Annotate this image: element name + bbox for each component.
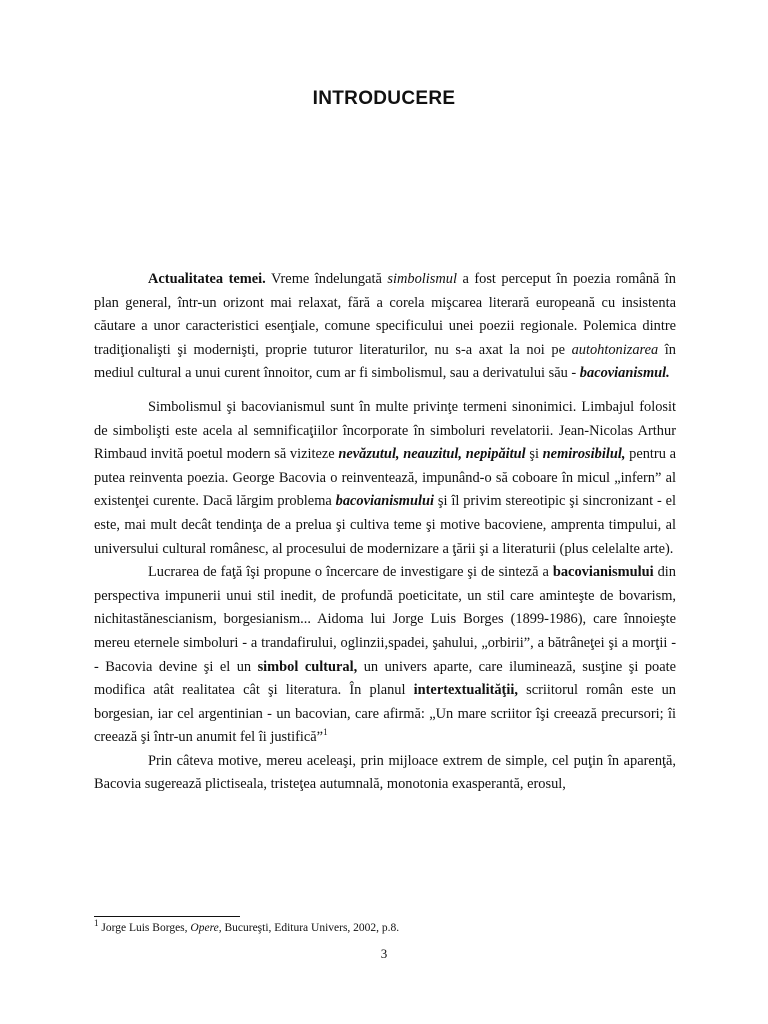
text-run: scriitorul român este un borgesian, iar cel argentinian - un bacovian, care afirmă: „Un mare scriitor îşi creează precursori; îi creează şi într-un anumit fel îi justifică” xyxy=(94,682,677,746)
footnote-text-after: Bucureşti, Editura Univers, 2002, p.8. xyxy=(221,922,400,934)
emphasized-text: bacovianismului xyxy=(335,493,435,510)
footnote xyxy=(94,918,676,935)
emphasized-text: autohtonizarea xyxy=(571,341,659,358)
emphasized-text: bacovianismul. xyxy=(579,365,670,382)
emphasized-text: simbol cultural, xyxy=(257,658,358,675)
footnote-marker: 1 xyxy=(94,918,99,929)
text-run: Lucrarea de faţă îşi propune o încercare de investigare şi de sinteză a xyxy=(148,564,553,581)
footnote-title: Opere, xyxy=(190,922,222,934)
footnote-reference: 1 xyxy=(323,727,328,738)
text-run: pentru a putea reinventa poezia. George Bacovia o reinventează, impunând-o să coboare în micul „infern” al existenţei curente. Dacă lărgim problema xyxy=(94,446,676,510)
page-title: INTRODUCERE xyxy=(312,88,456,109)
body-text xyxy=(94,268,676,797)
text-run: un univers aparte, care iluminează, susţine şi poate modifica atât realitatea cât şi literatura. În planul xyxy=(94,658,676,699)
footnote-divider xyxy=(94,916,240,917)
text-run: în mediul cultural a unui curent înnoitor, cum ar fi simbolismul, sau a derivatului său - xyxy=(94,341,676,382)
emphasized-text: nevăzutul, neauzitul, nepipăitul xyxy=(338,446,526,463)
paragraph xyxy=(94,268,676,386)
emphasized-text: simbolismul xyxy=(387,271,457,287)
text-run: şi îl privim stereotipic şi sincronizant - el este, mai mult decât tendinţa de a prelua şi cultiva teme şi motive bacoviene, amprenta timpului, al universului cultural românesc, al procesului de modernizare a ţării şi a literaturii (plus celelalte arte). xyxy=(94,493,677,557)
emphasized-text: nemirosibilul, xyxy=(542,446,626,463)
text-run: a fost perceput în poezia română în plan general, într-un orizont mai relaxat, fără a corela mişcarea literară europeană cu insistenta căutare a unor caracteristici esenţiale, comune specificului unei poezii regionale. Polemica dintre tradiţionalişti şi modernişti, proprie tuturor literaturilor, nu s-a axat la noi pe xyxy=(94,271,676,358)
paragraph xyxy=(94,396,676,561)
text-run: din perspectiva impunerii unui stil inedit, de profundă poeticitate, un stil care aminteşte de bovarism, nichitastănescianism, borgesianism... Aidoma lui Jorge Luis Borges (1899-1986), care înnoieşte mereu eternele simboluri - a trandafirului, oglinzii,spadei, şahului, „orbirii”, a bătrâneţei şi a morţii -- Bacovia devine şi el un xyxy=(94,564,676,675)
text-run: Simbolismul şi bacovianismul sunt în multe privinţe termeni sinonimici. Limbajul folosit de simbolişti este acela al semnificaţiilor încorporate în simboluri revelatorii. Jean-Nicolas Arthur Rimbaud invită poetul modern să viziteze xyxy=(94,398,676,463)
emphasized-text: intertextualităţii, xyxy=(413,682,518,699)
text-run: Prin câteva motive, mereu aceleaşi, prin mijloace extrem de simple, cel puţin în aparenţă, Bacovia sugerează plictiseala, tristeţea autumnală, monotonia exasperantă, erosul, xyxy=(94,752,676,793)
emphasized-text: bacovianismului xyxy=(552,564,654,581)
paragraph xyxy=(94,750,676,797)
text-run: Vreme îndelungată xyxy=(265,271,388,287)
footnote-text-before: Jorge Luis Borges, xyxy=(98,922,191,934)
text-run: şi xyxy=(525,446,543,463)
paragraph xyxy=(94,561,676,750)
emphasized-text: Actualitatea temei. xyxy=(148,271,266,287)
page-number: 3 xyxy=(380,946,388,961)
